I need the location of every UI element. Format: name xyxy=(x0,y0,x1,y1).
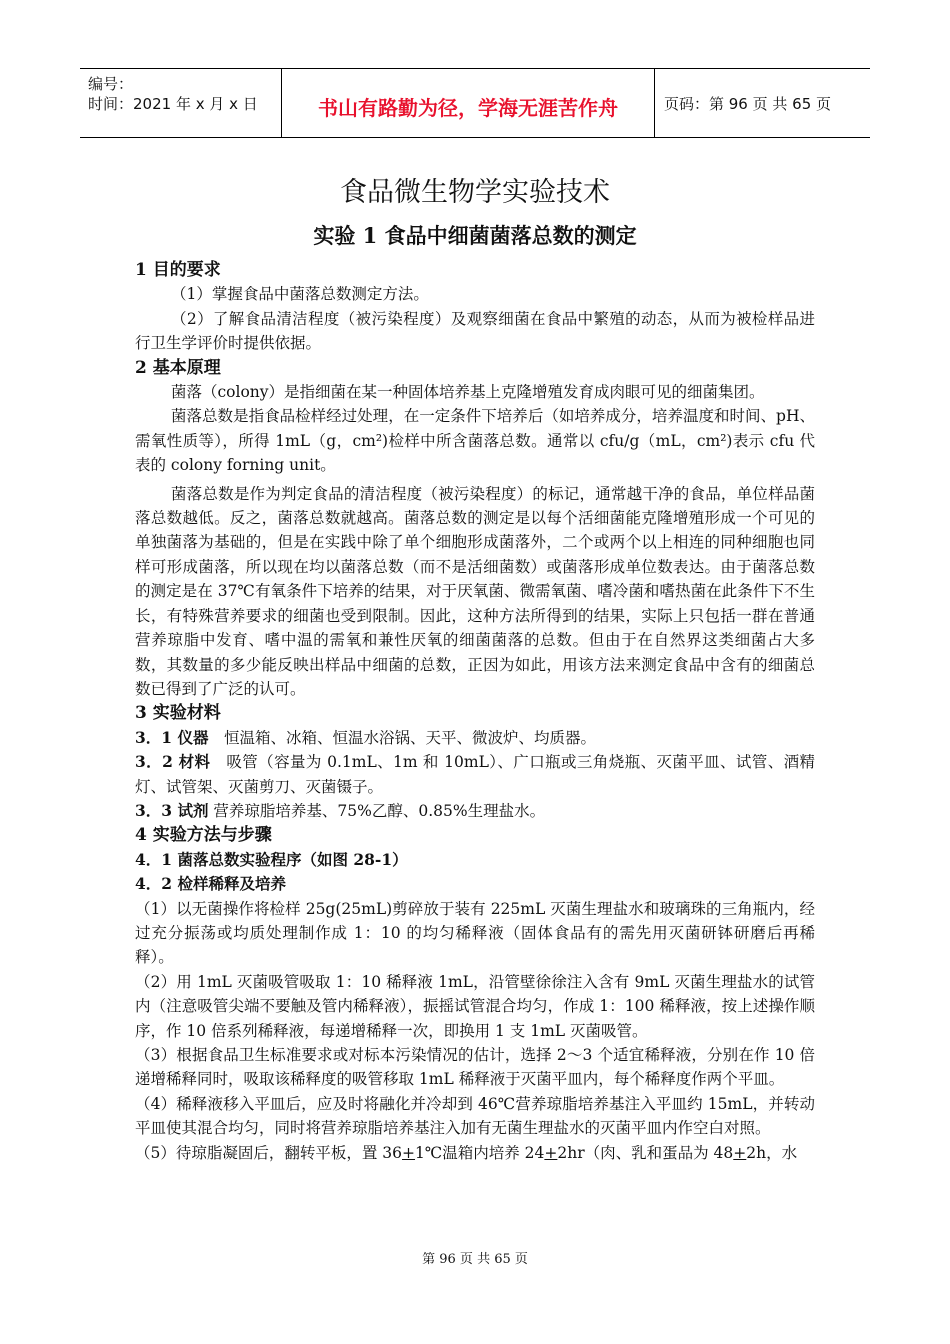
step-paragraph xyxy=(135,1141,815,1165)
step-paragraph: （1）以无菌操作将检样 25g(25mL)剪碎放于装有 225mL 灭菌生理盐水和玻璃珠的三角瓶内，经过充分振荡或均质处理制作成 1：10 的均匀稀释液（固体食品有的需先用灭菌研钵研磨后再稀释）。 xyxy=(135,899,815,967)
motto: 书山有路勤为径，学海无涯苦作舟 xyxy=(318,96,618,120)
subsection-heading: 4．2 检样稀释及培养 xyxy=(135,874,286,894)
text-run: 2hr（肉、乳和蛋品为 48 xyxy=(557,1143,734,1162)
item-text: 营养琼脂培养基、75%乙醇、0.85%生理盐水。 xyxy=(213,801,546,820)
plus-minus-sign: + xyxy=(402,1143,416,1162)
section-heading: 3 实验材料 xyxy=(135,703,221,724)
item-label: 3．2 材料 xyxy=(135,752,211,772)
header-meta-cell xyxy=(80,69,280,137)
plus-minus-sign: + xyxy=(544,1143,558,1162)
plus-minus-sign: + xyxy=(733,1143,747,1162)
item-label: 3．3 试剂 xyxy=(135,800,209,820)
step-paragraph: （4）稀释液移入平皿后，应及时将融化并冷却到 46℃营养琼脂培养基注入平皿约 15mL，并转动平皿使其混合均匀，同时将营养琼脂培养基注入加有无菌生理盐水的灭菌平皿内作空白对照。 xyxy=(135,1094,815,1138)
item-text: 吸管（容量为 0.1mL、1m 和 10mL）、广口瓶或三角烧瓶、灭菌平皿、试管、酒精灯、试管架、灭菌剪刀、灭菌镊子。 xyxy=(135,753,815,796)
text-run: （5）待琼脂凝固后，翻转平板，置 36 xyxy=(135,1143,403,1162)
date-label: 时间：2021 年 x 月 x 日 xyxy=(88,95,258,113)
paragraph: 菌落总数是作为判定食品的清洁程度（被污染程度）的标记，通常越干净的食品，单位样品菌落总数越低。反之，菌落总数就越高。菌落总数的测定是以每个活细菌能克隆增殖形成一个可见的单独菌落为基础的，但是在实践中除了单个细胞形成菌落外，二个或两个以上相连的同种细胞也同样可形成菌落，所以现在均以菌落总数（而不是活细菌数）或菌落形成单位数表达。由于菌落总数的测定是在 37℃有氧条件下培养的结果，对于厌氧菌、微需氧菌、嗜冷菌和嗜热菌在此条件下不生长，有特殊营养要求的细菌也受到限制。因此，这种方法所得到的结果，实际上只包括一群在普通营养琼脂中发育、嗜中温的需氧和兼性厌氧的细菌菌落的总数。但由于在自然界这类细菌占大多数，其数量的多少能反映出样品中细菌的总数，正因为如此，用该方法来测定食品中含有的细菌总数已得到了广泛的认可。 xyxy=(135,484,815,698)
experiment-title: 实验 1 食品中细菌菌落总数的测定 xyxy=(313,223,637,248)
material-item xyxy=(135,799,815,823)
document-title: 食品微生物学实验技术 xyxy=(340,177,610,208)
section-heading: 1 目的要求 xyxy=(135,260,221,280)
section-heading: 4 实验方法与步骤 xyxy=(135,825,272,846)
step-paragraph: （2）用 1mL 灭菌吸管吸取 1：10 稀释液 1mL，沿管壁徐徐注入含有 9mL 灭菌生理盐水的试管内（注意吸管尖端不要触及管内稀释液），振摇试管混合均匀，作成 1：100 稀释液，按上述操作顺序，作 10 倍系列稀释液，每递增稀释一次，即换用 1 支 1mL 灭菌吸管。 xyxy=(135,972,815,1040)
paragraph: 菌落（colony）是指细菌在某一种固体培养基上克隆增殖发育成肉眼可见的细菌集团。 xyxy=(171,383,765,402)
code-label: 编号： xyxy=(88,75,134,93)
page-footer: 第 96 页 共 65 页 xyxy=(422,1252,528,1267)
page-number-label: 页码：第 96 页 共 65 页 xyxy=(664,95,832,113)
paragraph: 菌落总数是指食品检样经过处理，在一定条件下培养后（如培养成分，培养温度和时间、pH、需氧性质等），所得 1mL（g，cm²)检样中所含菌落总数。通常以 cfu/g（mL，cm²)表示 cfu 代表的 colony forning unit。 xyxy=(135,407,815,475)
step-paragraph: （3）根据食品卫生标准要求或对标本污染情况的估计，选择 2～3 个适宜稀释液，分别在作 10 倍递增稀释同时，吸取该稀释度的吸管移取 1mL 稀释液于灭菌平皿内，每个稀释度作两个平皿。 xyxy=(135,1046,815,1089)
material-item xyxy=(135,750,815,799)
paragraph: （1）掌握食品中菌落总数测定方法。 xyxy=(171,285,429,304)
item-text: 恒温箱、冰箱、恒温水浴锅、天平、微波炉、均质器。 xyxy=(223,728,596,747)
text-run: 2h，水 xyxy=(746,1143,798,1162)
subsection-heading: 4．1 菌落总数实验程序（如图 28-1） xyxy=(135,849,408,869)
document-body xyxy=(135,258,815,1165)
section-heading: 2 基本原理 xyxy=(135,357,221,378)
text-run: 1℃温箱内培养 24 xyxy=(415,1143,545,1162)
paragraph: （2）了解食品清洁程度（被污染程度）及观察细菌在食品中繁殖的动态，从而为被检样品进行卫生学评价时提供依据。 xyxy=(135,309,815,353)
item-label: 3．1 仪器 xyxy=(135,727,209,747)
material-item xyxy=(135,726,815,750)
page-header xyxy=(80,68,870,138)
header-motto-cell xyxy=(281,69,655,137)
